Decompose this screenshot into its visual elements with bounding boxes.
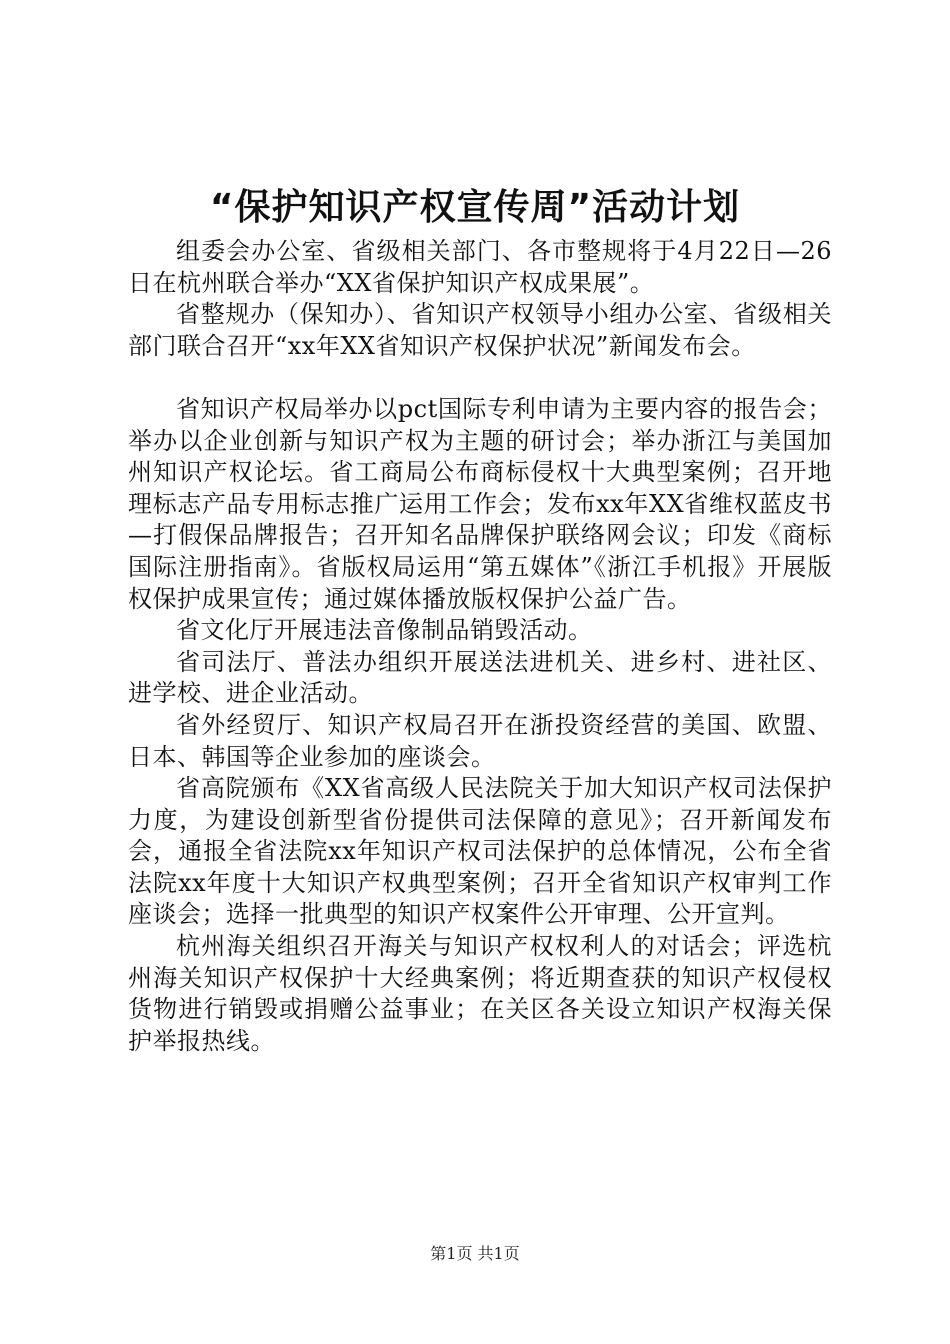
- document-body: [128, 236, 832, 1057]
- page-number: 第1页 共1页: [430, 1244, 520, 1263]
- paragraph-press-conference: 省整规办（保知办）、省知识产权领导小组办公室、省级相关部门联合召开“xx年XX省知识产权保护状况”新闻发布会。: [128, 300, 832, 360]
- document-title: “保护知识产权宣传周”活动计划: [209, 187, 741, 228]
- paragraph-ip-bureau: 省知识产权局举办以pct国际专利申请为主要内容的报告会；举办以企业创新与知识产权为主题的研讨会；举办浙江与美国加州知识产权论坛。省工商局公布商标侵权十大典型案例；召开地理标志产品专用标志推广运用工作会；发布xx年XX省维权蓝皮书—打假保品牌报告；召开知名品牌保护联络网会议；印发《商标国际注册指南》。省版权局运用“第五媒体”《浙江手机报》开展版权保护成果宣传；通过媒体播放版权保护公益广告。: [128, 394, 832, 613]
- paragraph-exhibition: 组委会办公室、省级相关部门、各市整规将于4月22日—26日在杭州联合举办“XX省保护知识产权成果展”。: [128, 237, 832, 297]
- paragraph-trade-dept: 省外经贸厅、知识产权局召开在浙投资经营的美国、欧盟、日本、韩国等企业参加的座谈会。: [128, 710, 832, 771]
- paragraph-justice-dept: 省司法厅、普法办组织开展送法进机关、进乡村、进社区、进学校、进企业活动。: [128, 647, 832, 708]
- paragraph-spacer: [128, 362, 832, 394]
- paragraph-high-court: 省高院颁布《XX省高级人民法院关于加大知识产权司法保护力度，为建设创新型省份提供司法保障的意见》；召开新闻发布会，通报全省法院xx年知识产权司法保护的总体情况，公布全省法院xx年度十大知识产权典型案例；召开全省知识产权审判工作座谈会；选择一批典型的知识产权案件公开审理、公开宣判。: [128, 774, 832, 929]
- paragraph-culture-dept: 省文化厅开展违法音像制品销毁活动。: [176, 616, 593, 645]
- paragraph-customs: 杭州海关组织召开海关与知识产权权利人的对话会；评选杭州海关知识产权保护十大经典案例；将近期查获的知识产权侵权货物进行销毁或捐赠公益事业；在关区各关设立知识产权海关保护举报热线。: [128, 932, 832, 1055]
